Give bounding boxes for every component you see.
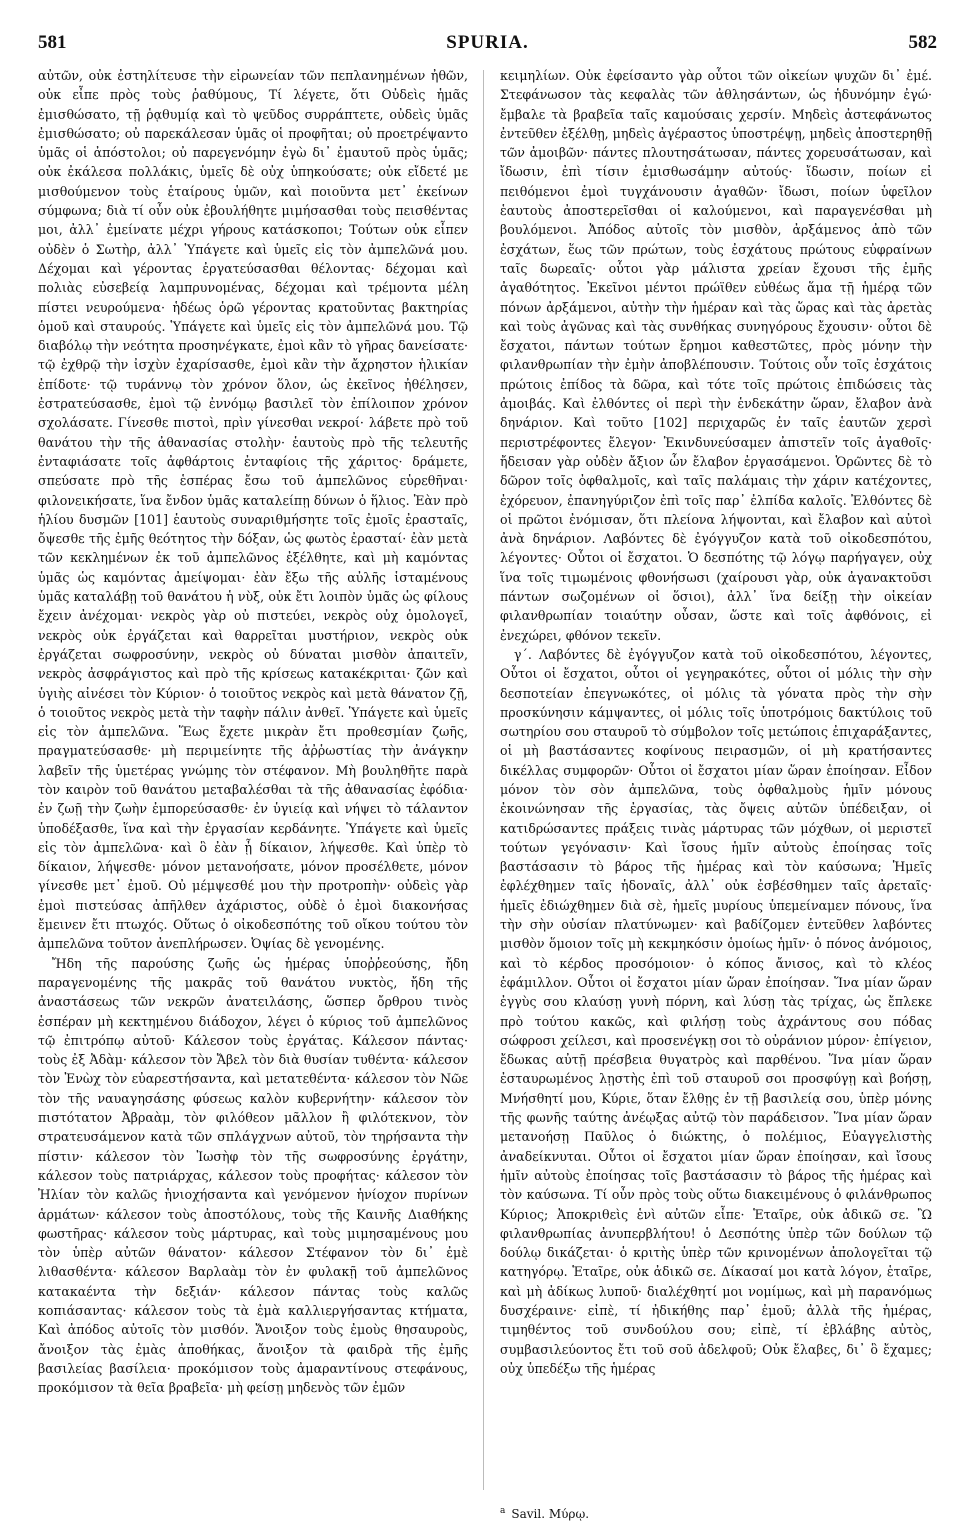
- page-number-left: 581: [38, 32, 67, 53]
- footnote-marker: a: [500, 1506, 506, 1516]
- running-title: SPURIA.: [446, 32, 529, 53]
- footnote: [500, 1506, 932, 1521]
- page-header: [38, 32, 937, 56]
- left-column: [38, 66, 468, 1397]
- footnote-text: Savil. Μύρῳ.: [511, 1507, 590, 1521]
- paragraph: κειμηλίων. Οὐκ ἐφείσαντο γὰρ οὗτοι τῶν οἰκείων ψυχῶν δι᾿ ἐμέ. Στεφάνωσον τὰς κεφαλὰς τῶν ἀθλησάντων, ὡς ἡδυνόμην ἐγώ· ἔμβαλε τὰ βραβεῖα ταῖς καμούσαις χερσίν. Μηδεὶς ἀστεφάνωτος ἐντεῦθεν ἐξέλθῃ, μηδεὶς ἀγέραστος ὑποστρέψῃ, μηδεὶς ἀποστερηθῇ τῶν ἀμοιβῶν· πάντες πλουτησάτωσαν, πάντες χορευσάτωσαν, καὶ ἴδωσιν, ἐπὶ τίσιν ἐμισθωσάμην αὐτούς· ἴδωσιν, ποίων εἰ πειθόμενοι ἐμοὶ τυγχάνουσιν ἀγαθῶν· ἴδωσι, ποίων ὑφεῖλον ἑαυτοὺς ἀποστερεῖσθαι οἱ καλούμενοι, καὶ παραγενέσθαι μὴ βουλόμενοι. Ἀπόδος αὐτοῖς τὸν μισθὸν, ἀρξάμενος ἀπὸ τῶν ἐσχάτων, ἕως τῶν πρώτων, τοὺς ἐσχάτους πρώτους εὐφραίνων ταῖς δωρεαῖς· οὗτοι γὰρ μάλιστα χρείαν ἔχουσι τῆς ἐμῆς ἀγαθότητος. Ἐκεῖνοι μέντοι πρώϊθεν εὐθέως ἅμα τῇ ἡμέρᾳ τῶν πόνων ἀρξάμενοι, αὐτὴν τὴν ἡμέραν καὶ τὰς ὥρας καὶ τὰς ἀρετὰς καὶ τοὺς ἀγῶνας καὶ τὰς συνθήκας συνηγόρους ἔχουσιν· οὗτοι δὲ ἔσχατοι, πάντων τούτων ἔρημοι καθεστῶτες, πρὸς μόνην τὴν φιλανθρωπίαν τὴν ἐμὴν ἀποβλέπουσιν. Τούτοις οὖν τοῖς ἐσχάτοις πρώτοις ἐπίδος τὰ δῶρα, καὶ τότε τοῖς πρώτοις ἐπιδώσεις τὰς ἀμοιβάς. Καὶ ἐλθόντες οἱ περὶ τὴν ἑνδεκάτην ὥραν, ἔλαβον ἀνὰ δηνάριον. Καὶ τοῦτο [102] περιχαρῶς ἐν ταῖς ἑαυτῶν χερσὶ περιστρέφοντες ἔλεγον· Ἐκινδυνεύσαμεν ἀπιστεῖν τοῖς ἀγαθοῖς· ἤδεισαν γὰρ οὐδὲν ἄξιον ὧν ἔλαβον ἐργασάμενοι. Ὁρῶντες δὲ τὸ δῶρον τοῖς ὀφθαλμοῖς, καὶ ταῖς παλάμαις τὴν χάριν κατέχοντες, ἐχόρευον, ἐπανηγύριζον ἐπὶ τοῖς παρ᾿ ἐλπίδα καλοῖς. Ἐλθόντες δὲ οἱ πρῶτοι ἐνόμισαν, ὅτι πλείονα λήψονται, καὶ ἔλαβον καὶ αὐτοὶ ἀνὰ δηνάριον. Λαβόντες δὲ ἐγόγγυζον κατὰ τοῦ οἰκοδεσπότου, λέγοντες· Οὗτοι οἱ ἔσχατοι. Ὁ δεσπότης τῷ λόγῳ παρήγαγεν, οὐχ ἵνα τοῖς τιμωμένοις φθονήσωσι (χαίρουσι γὰρ, οὐκ ἀγανακτοῦσι πάντων σωζομένων οἱ ὅσιοι), ἀλλ᾿ ἵνα δείξῃ τὴν οἰκείαν φιλανθρωπίαν τοιαύτην οὖσαν, ὥστε καὶ τοῖς ἀφθόνοις, εἰ ἐνεχώρει, φθόνον τεκεῖν.: [500, 68, 932, 643]
- column-divider: [483, 70, 484, 1490]
- right-column: [500, 66, 932, 1378]
- paragraph: γ΄. Λαβόντες δὲ ἐγόγγυζον κατὰ τοῦ οἰκοδεσπότου, λέγοντες, Οὗτοι οἱ ἔσχατοι, οὗτοι οἱ γεγηρακότες, οὗτοι οἱ μόλις τὴν σὴν δεσποτείαν ἐπεγνωκότες, οἱ μόλις τὰ γόνατα πρὸς τὴν σὴν προσκύνησιν κάμψαντες, οἱ μόλις τοῖς ὑποτρόμοις δακτύλοις τοῦ σωτηρίου σου σταυροῦ τὸ σύμβολον τοῖς μετώποις ἐπιχαράξαντες, οἱ μὴ βαστάσαντες κοφίνους πειρασμῶν, οἱ μὴ κρατήσαντες δικέλλας συμφορῶν· Οὗτοι οἱ ἔσχατοι μίαν ὥραν ἐποίησαν. Εἶδον μόνον τὸν σὸν ἀμπελῶνα, τοὺς ὀφθαλμοὺς ἡμῖν μόνους ἐκοινώνησαν τῆς ἐργασίας, τὰς ὄψεις αὐτῶν ὑπέδειξαν, οἱ κατιδρώσαντες πράξεις τινὰς μάρτυρας τῶν μόχθων, οἱ μεριστεῖ τούτων γεγόνασιν· Καὶ ἴσους ἡμῖν αὐτοὺς ἐποίησας τοῖς βαστάσασιν τὸ βάρος τῆς ἡμέρας καὶ τὸν καύσωνα; Ἡμεῖς ἐφλέχθημεν ταῖς ἡδοναῖς, ἀλλ᾿ οὐκ ἐσβέσθημεν ταῖς ἀρεταῖς· ἡμεῖς ἐδιώχθημεν διὰ σὲ, ἡμεῖς μυρίους ὑπεμείναμεν πόνους, ἵνα τὴν σὴν οὐσίαν πλατύνωμεν· καὶ βαδίζομεν ἐντεῦθεν λαβόντες μισθὸν ὅμοιον τοῖς μὴ κεκμηκόσιν ὁμοίως ἡμῖν· ὁ πόνος ἀνόμοιος, καὶ τὸ κέρδος προσόμοιον· ὁ κόπος ἄνισος, καὶ τὸ κλέος ἐφάμιλλον. Οὗτοι οἱ ἔσχατοι μίαν ὥραν ἐποίησαν. Ἵνα μίαν ὥραν ἐγγὺς σου κλαύσῃ γυνὴ πόρνη, καὶ λύσῃ τὰς τρίχας, ὡς ἔπλεκε πρὸ τούτου κακῶς, καὶ φιλήσῃ τοὺς ἀχράντους σου πόδας σώφροσι χείλεσι, καὶ προσενέγκῃ σοι τὸ οὐράνιον μύρον· ἐπίγειον, ἔδωκας αὐτῇ πρέσβεια θυγατρὸς καὶ παρθένου. Ἵνα μίαν ὥραν ἐσταυρωμένος λῃστὴς ἐπὶ τοῦ σταυροῦ σοι προσφύγῃ καὶ βοήσῃ, Μνήσθητί μου, Κύριε, ὅταν ἔλθῃς ἐν τῇ βασιλείᾳ σου, ὑπὲρ μόνης τῆς φωνῆς ταύτης ἀνέῳξας αὐτῷ τὸν παράδεισον. Ἵνα μίαν ὥραν μετανοήσῃ Παῦλος ὁ διώκτης, ὁ πολέμιος, Εὐαγγελιστὴς ἀναδείκνυται. Οὗτοι οἱ ἔσχατοι μίαν ὥραν ἐποίησαν, καὶ ἴσους ἡμῖν αὐτοὺς ἐποίησας τοῖς βαστάσασιν τὸ βάρος τῆς ἡμέρας καὶ τὸν καύσωνα. Τί οὖν πρὸς τοὺς οὕτω διακειμένους ὁ φιλάνθρωπος Κύριος; Ἀποκριθεὶς ἑνὶ αὐτῶν εἶπε· Ἑταῖρε, οὐκ ἀδικῶ σε. Ὢ φιλανθρωπίας ἀνυπερβλήτου! ὁ Δεσπότης ὑπὲρ τῶν δούλων τῷ δούλῳ δικάζεται· ὁ κριτὴς ὑπὲρ τῶν κρινομένων ἀπολογεῖται τῷ κατηγόρῳ. Ἑταῖρε, οὐκ ἀδικῶ σε. Δίκασαί μοι κατὰ λόγον, ἑταῖρε, καὶ μὴ ἀδίκως λυποῦ· διαλέχθητί μοι νομίμως, καὶ μὴ παρανόμως δυσχέραινε· εἰπὲ, τί ἠδικήθης παρ᾿ ἐμοῦ; ἀλλὰ τῆς ἡμέρας, τιμηθέντος τοῦ συνδούλου σου; εἰπὲ, τί ἐβλάβης αὐτὸς, συμβασιλεύοντος ἔτι τοῦ σοῦ ἀδελφοῦ; Οὐκ ἔλαβες, δι᾿ ὃ ἔχαμες; οὐχ ὑπεδέξω τῆς ἡμέρας: [500, 646, 932, 1376]
- paragraph: Ἤδη τῆς παρούσης ζωῆς ὡς ἡμέρας ὑποῤῥεούσης, ἤδη παραγενομένης τῆς μακρᾶς τοῦ θανάτου νυκτὸς, ἤδη τῆς ἀναστάσεως τῶν νεκρῶν ἀνατειλάσης, ὥσπερ ὄρθρου τινὸς ἑσπέραν μὴ κεκτημένου διάδοχον, λέγει ὁ κύριος τοῦ ἀμπελῶνος τῷ ἐπιτρόπῳ αὐτοῦ· Κάλεσον τοὺς ἐργάτας. Κάλεσον πάντας· τοὺς ἐξ Ἀδὰμ· κάλεσον τὸν Ἄβελ τὸν διὰ θυσίαν τυθέντα· κάλεσον τὸν Ἐνὼχ τὸν εὐαρεστήσαντα, καὶ μετατεθέντα· κάλεσον τὸν Νῶε τὸν τῆς ναυαγησάσης φύσεως καλὸν κυβερνήτην· κάλεσον τὸν πιστότατον Ἀβραὰμ, τὸν φιλόθεον μᾶλλον ἢ φιλότεκνον, τὸν στρατευσάμενον κατὰ τῶν σπλάγχνων αὐτοῦ, τὸν τηρήσαντα τὴν πίστιν· κάλεσον τὸν Ἰωσὴφ τὸν τῆς σωφροσύνης ἐργάτην, κάλεσον τοὺς πατριάρχας, κάλεσον τοὺς προφήτας· κάλεσον τὸν Ἠλίαν τὸν καλῶς ἡνιοχήσαντα καὶ γενόμενον ἡνίοχον πυρίνων ἁρμάτων· κάλεσον τοὺς ἀποστόλους, τοὺς τῆς Καινῆς Διαθήκης φωστῆρας· κάλεσον τοὺς μάρτυρας, καὶ τοὺς μιμησαμένους μου τὸν ὑπὲρ αὐτῶν θάνατον· κάλεσον Στέφανον τὸν δι᾿ ἐμὲ λιθασθέντα· κάλεσον Βαρλαὰμ τὸν ἐν φυλακῇ τοῦ ἀμπελῶνος κατακαέντα τὴν δεξιάν· κάλεσον πάντας τοὺς καλῶς κοπιάσαντας· κάλεσον τοὺς τὰ ἐμὰ καλλιεργήσαντας κτήματα, Καὶ ἀπόδος αὐτοῖς τὸν μισθόν. Ἄνοιξον τοὺς ἐμοὺς θησαυροὺς, ἄνοιξον τὰς ἐμὰς ἀποθήκας, ἄνοιξον τὰ φαιδρὰ τῆς ἐμῆς βασιλείας βασίλεια· προκόμισον τοὺς ἀμαραντίνους στεφάνους, προκόμισον τὰ θεῖα βραβεῖα· μὴ φείσῃ μηδενὸς τῶν ἐμῶν: [38, 955, 468, 1396]
- paragraph: αὐτῶν, οὐκ ἐστηλίτευσε τὴν εἰρωνείαν τῶν πεπλανημένων ἠθῶν, οὐκ εἶπε πρὸς τοὺς ῥαθύμους, Τί λέγετε, ὅτι Οὐδεὶς ἡμᾶς ἐμισθώσατο, τῇ ῥᾳθυμίᾳ καὶ τὸ ψεῦδος συρράπτετε, οὐδεὶς ὑμᾶς ἐμισθώσατο; οὐ παρεκάλεσαν ὑμᾶς οἱ προφῆται; οὐ προετρέψαντο ὑμᾶς οἱ ἀπόστολοι; οὐ παρεγενόμην ἐγὼ δι᾿ ἐμαυτοῦ πρὸς ὑμᾶς; οὐκ ἐκάλεσα πολλάκις, ὑμεῖς δὲ οὐχ ὑπηκούσατε; οὐκ εἴδετέ με μισθούμενον τοὺς ἑταίρους ὑμῶν, καὶ ποιοῦντα μετ᾿ ἐκείνων σύμφωνα; διὰ τί οὖν οὐκ ἐβουλήθητε μιμήσασθαι τοὺς πεισθέντας μοι, ἀλλ᾿ ἐμείνατε μέχρι γήρους κατάσκοποι; Τούτων οὐκ εἶπεν οὐδὲν ὁ Σωτὴρ, ἀλλ᾿ Ὑπάγετε καὶ ὑμεῖς εἰς τὸν ἀμπελῶνά μου. Δέχομαι καὶ γέροντας ἐργατεύσασθαι θέλοντας· δέχομαι καὶ πολιὰς εὐσεβείᾳ λαμπρυνομένας, δέχομαι καὶ τρέμοντα μέλη πίστει νευρούμενα· ἡδέως ὁρῶ γέροντας κρατοῦντας βακτηρίας ὁμοῦ καὶ σταυρούς. Ὑπάγετε καὶ ὑμεῖς εἰς τὸν ἀμπελῶνά μου. Τῷ διαβόλῳ τὴν νεότητα προσηνέγκατε, ἐμοὶ κἂν τὸ γῆρας δανείσατε· τῷ ἐχθρῷ τὴν ἰσχὺν ἐχαρίσασθε, ἐμοὶ κἂν τὴν ἄχρηστον ἡλικίαν ἐπίδοτε· τῷ τυράννῳ τὸν χρόνον ὅλον, ὡς ἐκεῖνος ἠθέλησεν, ἐστρατεύσασθε, ἐμοὶ τῷ ἐννόμῳ βασιλεῖ τὸν ἐπίλοιπον χρόνον σχολάσατε. Γίνεσθε πιστοὶ, πρὶν γίνεσθαι νεκροί· λάβετε πρὸ τοῦ θανάτου τὴν τῆς ἀθανασίας στολὴν· ἑαυτοὺς πρὸ τῆς τελευτῆς ἐνταφιάσατε τοῖς ἀφθάρτοις ἐνταφίοις τῆς χάριτος· δράμετε, σπεύσατε πρὸ τῆς ἑσπέρας ἔσω τοῦ ἀμπελῶνος εὑρεθῆναι· φιλονεικήσατε, ἵνα ἔνδον ὑμᾶς καταλείπῃ δύνων ὁ ἥλιος. Ἐὰν πρὸ ἡλίου δυσμῶν [101] ἑαυτοὺς συναριθμήσητε τοῖς ἐμοῖς ἐρασταῖς, ὄψεσθε τῆς ἐμῆς θεότητος τὴν δόξαν, ὡς φωτὸς ἐρασταί· ἐὰν μετὰ τῶν κεκλημένων ἐκ τοῦ ἀμπελῶνος ἐξέλθητε, καὶ μὴ καμόντας ὑμᾶς ὡς καμόντας ἀμείψομαι· ἐὰν ἔξω τῆς αὐλῆς ἱσταμένους ὑμᾶς καταλάβῃ τοῦ θανάτου ἡ νὺξ, οὐκ ἔτι λοιπὸν ὑμᾶς ὡς φίλους ἔχειν ἀνέχομαι· νεκρὸς γὰρ οὐ πιστεύει, νεκρὸς οὐχ ὁμολογεῖ, νεκρὸς οὐκ ἐργάζεται καὶ θαρρεῖται μυστήριον, νεκρὸς οὐκ ἐργάζεται σωφροσύνην, νεκρὸς οὐ δύναται μισθὸν ἀπαιτεῖν, νεκρὸς ἀσφράγιστος καὶ πρὸ τῆς κρίσεως κατακέκριται· ζῶν καὶ ὑγιὴς αἰνέσει τὸν Κύριον· ὁ τοιοῦτος νεκρὸς καὶ μετὰ θάνατον ζῇ, ὁ τοιοῦτος νεκρὸς μετὰ τὴν ταφὴν πάλιν ἀνθεῖ. Ὑπάγετε καὶ ὑμεῖς εἰς τὸν ἀμπελῶνα. Ἕως ἔχετε μικρὰν ἔτι προθεσμίαν ζωῆς, πραγματεύσασθε· μὴ περιμείνητε τῆς ἀῤῥωστίας τὴν ἀνάγκην λαβεῖν τῆς ὑμετέρας γνώμης τὸν στέφανον. Μὴ βουληθῆτε παρὰ τὸν καιρὸν τοῦ θανάτου μεταβαλέσθαι τὰ τῆς ἀθανασίας ἐφόδια· ἐν ζωῇ τὴν ζωὴν ἐμπορεύσασθε· ἐν ὑγιείᾳ καὶ νήψει τὸ τάλαντον ὑποδέξασθε, ἵνα καὶ τὴν ἐργασίαν κερδάνητε. Ὑπάγετε καὶ ὑμεῖς εἰς τὸν ἀμπελῶνα· καὶ ὃ ἐὰν ᾖ δίκαιον, λήψεσθε. Καὶ ὑπὲρ τὸ δίκαιον, λήψεσθε· μόνον μετανοήσατε, μόνον προσέλθετε, μόνον γίνεσθε μετ᾿ ἐμοῦ. Οὐ μέμψεσθέ μου τὴν προτροπὴν· οὐδεὶς γὰρ ἐμοὶ πιστεύσας ἀπῆλθεν ἀχάριστος, οὐδὲ ὁ ἐμοὶ διακονήσας ἔμεινεν ἔτι πτωχός. Οὕτως ὁ οἰκοδεσπότης τοῦ οἴκου τούτου τὸν ἀμπελῶνα τοῦτον ἀνεπλήρωσεν. Ὀψίας δὲ γενομένης.: [38, 68, 468, 952]
- page-number-right: 582: [908, 32, 937, 53]
